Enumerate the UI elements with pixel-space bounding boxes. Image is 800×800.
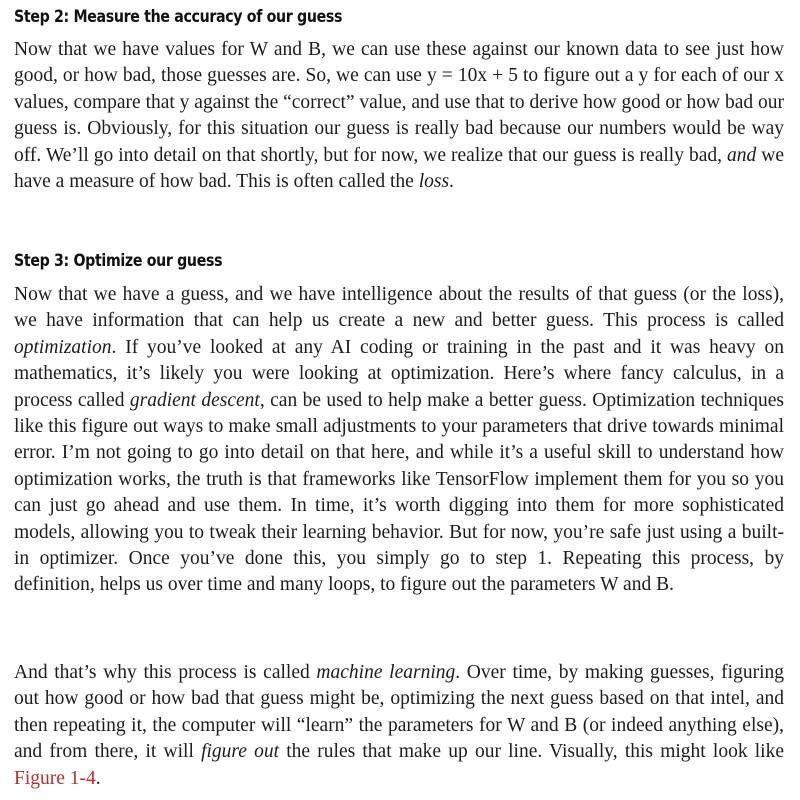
text-run: . (95, 767, 101, 789)
text-run: Now that we have a guess, and we have intelligence about the results of that guess (or the loss), we have information that can help us create a new and better guess. This process is called (14, 284, 784, 332)
emphasis-and: and (727, 144, 757, 166)
paragraph-closing (14, 660, 784, 792)
paragraph-step-3 (14, 282, 784, 599)
text-run: , can be used to help make a better guess. Optimization techniques like this figure out ways to make small adjustments to your parameters that drive towards minimal error. I’m not going to go into detail on that here, and while it’s a useful skill to understand how optimization works, the truth is that frameworks like TensorFlow implement them for you so you can just go ahead and use them. In time, it’s worth digging into them for more sophisticated models, allowing you to tweak their learning behavior. But for now, you’re safe just using a built-in optimizer. Once you’ve done this, you simply go to step 1. Repeating this process, by definition, helps us over time and many loops, to figure out the parameters W and B. (14, 389, 784, 596)
text-run: we have a measure of how bad. This is often called the (14, 144, 784, 193)
emphasis-figure-out: figure out (201, 741, 280, 763)
emphasis-gradient-descent: gradient descent (129, 389, 260, 411)
text-run: . If you’ve looked at any AI coding or training in the past and it was heavy on mathematics, it’s likely you were looking at optimization. Here’s where fancy calculus, in a process called (14, 336, 784, 411)
figure-1-4-link[interactable]: Figure 1-4 (14, 767, 96, 789)
section-heading-step-3: Step 3: Optimize our guess (14, 251, 223, 270)
text-run: . Over time, by making guesses, figuring out how good or how bad that guess might be, optimizing the next guess based on that intel, and then repeating it, the computer will “learn” the parameters for W and B (or indeed anything else), and from there, it will (14, 662, 785, 763)
text-run: the rules that make up our line. Visually, this might look like (279, 741, 785, 763)
text-run: Now that we have values for W and B, we can use these against our known data to see just how good, or how bad, those guesses are. So, we can use y = 10x + 5 to figure out a y for each of our x values, compare that y against the “correct” value, and use that to derive how good or how bad our guess is. Obviously, for this situation our guess is really bad because our numbers would be way off. We’ll go into detail on that shortly, but for now, we realize that our guess is really bad, (14, 39, 784, 166)
paragraph-step-2 (14, 37, 784, 195)
text-run: And that’s why this process is called (14, 662, 317, 683)
section-heading-step-2: Step 2: Measure the accuracy of our guess (14, 7, 343, 26)
emphasis-optimization: optimization (14, 336, 112, 358)
emphasis-machine-learning: machine learning (316, 662, 456, 683)
emphasis-loss: loss (418, 171, 450, 193)
text-run: . (449, 171, 454, 193)
